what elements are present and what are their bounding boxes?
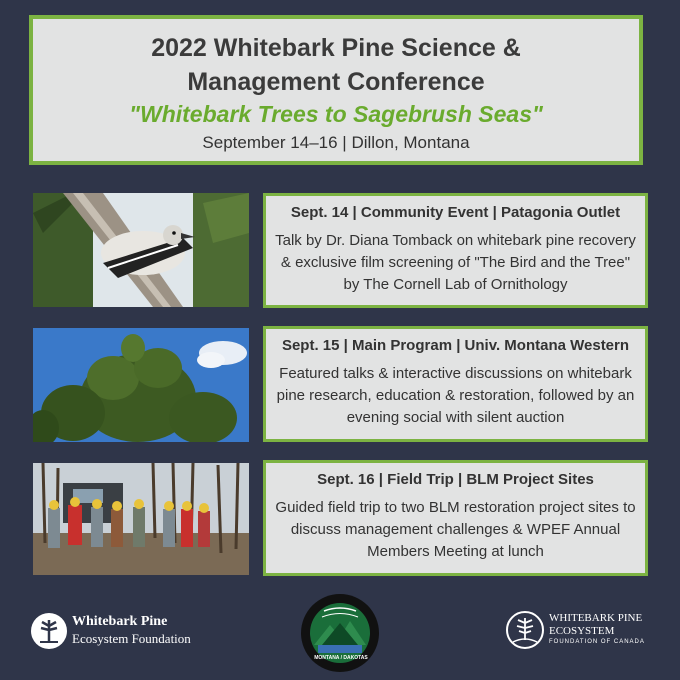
- title-banner: [29, 15, 643, 165]
- wpef-logo: [30, 590, 230, 670]
- event-description: Featured talks & interactive discussions on whitebark pine research, education & restoration, followed by an evening social with silent auction: [276, 365, 635, 426]
- canada-name-line2: ECOSYSTEM: [549, 625, 615, 637]
- nutcracker-bird-photo: [33, 193, 249, 307]
- event-description: Guided field trip to two BLM restoration project sites to discuss management challenges & WPEF Annual Members Meeting at lunch: [275, 499, 636, 560]
- wpef-emblem-icon: [30, 612, 68, 650]
- pine-tree-photo: [33, 328, 249, 442]
- canada-name-line1: WHITEBARK PINE: [549, 612, 643, 624]
- event-heading: Sept. 16 | Field Trip | BLM Project Sites: [317, 471, 594, 488]
- event-card-sept-14: [263, 193, 648, 308]
- event-heading: Sept. 15 | Main Program | Univ. Montana Western: [281, 337, 630, 354]
- field-crew-photo: [33, 463, 249, 575]
- conference-subtitle: "Whitebark Trees to Sagebrush Seas": [129, 101, 543, 127]
- conference-dateline: September 14–16 | Dillon, Montana: [202, 133, 470, 152]
- canada-name-line3: FOUNDATION OF CANADA: [549, 639, 645, 645]
- wpef-canada-logo: [505, 590, 655, 670]
- conference-title: 2022 Whitebark Pine Science & Management Conference: [151, 34, 521, 96]
- event-description: Talk by Dr. Diana Tomback on whitebark pine recovery & exclusive film screening of "The Bird and the Tree" by The Cornell Lab of Ornithology: [275, 232, 636, 293]
- blm-badge-icon: [300, 593, 380, 673]
- canada-emblem-icon: [505, 610, 545, 650]
- event-card-sept-16: [263, 460, 648, 576]
- blm-logo: [300, 593, 382, 673]
- blm-region-label: MONTANA / DAKOTAS: [314, 655, 368, 661]
- wpef-name-line1: Whitebark Pine: [72, 614, 168, 629]
- wpef-name-line2: Ecosystem Foundation: [72, 631, 191, 646]
- event-card-sept-15: [263, 326, 648, 442]
- event-heading: Sept. 14 | Community Event | Patagonia Outlet: [290, 204, 621, 221]
